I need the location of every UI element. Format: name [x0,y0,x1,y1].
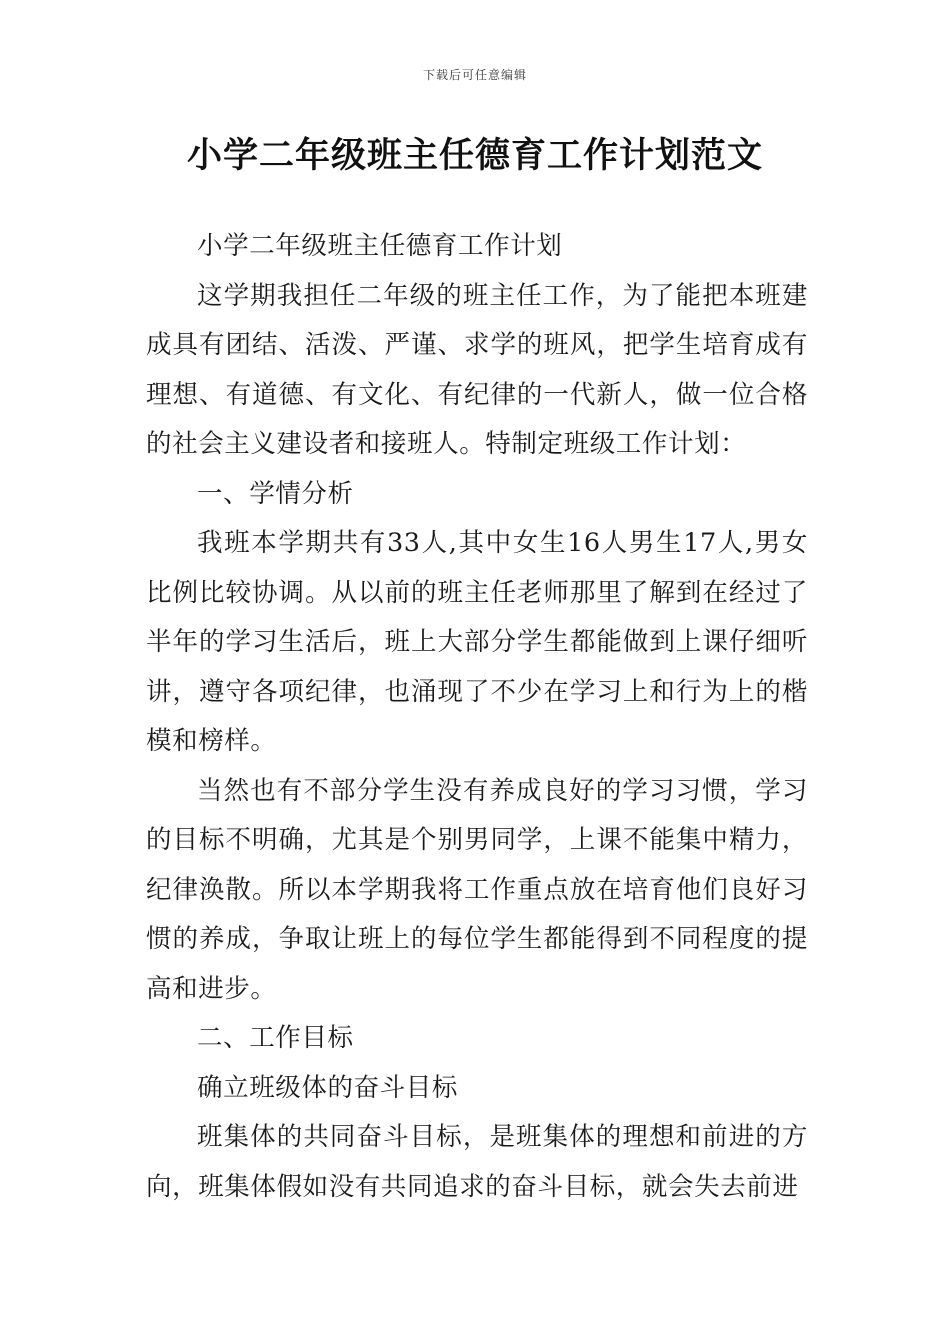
section-heading-analysis: 一、学情分析 [197,478,354,509]
analysis-paragraph-1: 我班本学期共有33人,其中女生16人男生17人,男女比例比较协调。从以前的班主任老师那里了解到在经过了半年的学习生活后，班上大部分学生都能做到上课仔细听讲，遵守各项纪律，也涌现了不少在学习上和行为上的楷模和榜样。 [146,528,808,756]
intro-paragraph: 这学期我担任二年级的班主任工作，为了能把本班建成具有团结、活泼、严谨、求学的班风，把学生培育成有理想、有道德、有文化、有纪律的一代新人，做一位合格的社会主义建设者和接班人。特制定班级工作计划： [146,280,808,459]
document-body [146,222,808,1212]
document-title: 小学二年级班主任德育工作计划范文 [186,136,763,176]
analysis-paragraph-2: 当然也有不部分学生没有养成良好的学习习惯，学习的目标不明确，尤其是个别男同学，上课不能集中精力，纪律涣散。所以本学期我将工作重点放在培育他们良好习惯的养成，争取让班上的每位学生都能得到不同程度的提高和进步。 [146,775,808,1004]
subtitle-paragraph: 小学二年级班主任德育工作计划 [197,231,563,261]
section-heading-goals: 二、工作目标 [197,1023,354,1053]
header-note: 下载后可任意编辑 [422,68,527,82]
goals-subheading: 确立班级体的奋斗目标 [197,1072,459,1103]
goals-paragraph: 班集体的共同奋斗目标，是班集体的理想和前进的方向，班集体假如没有共同追求的奋斗目标，就会失去前进 [146,1122,808,1202]
